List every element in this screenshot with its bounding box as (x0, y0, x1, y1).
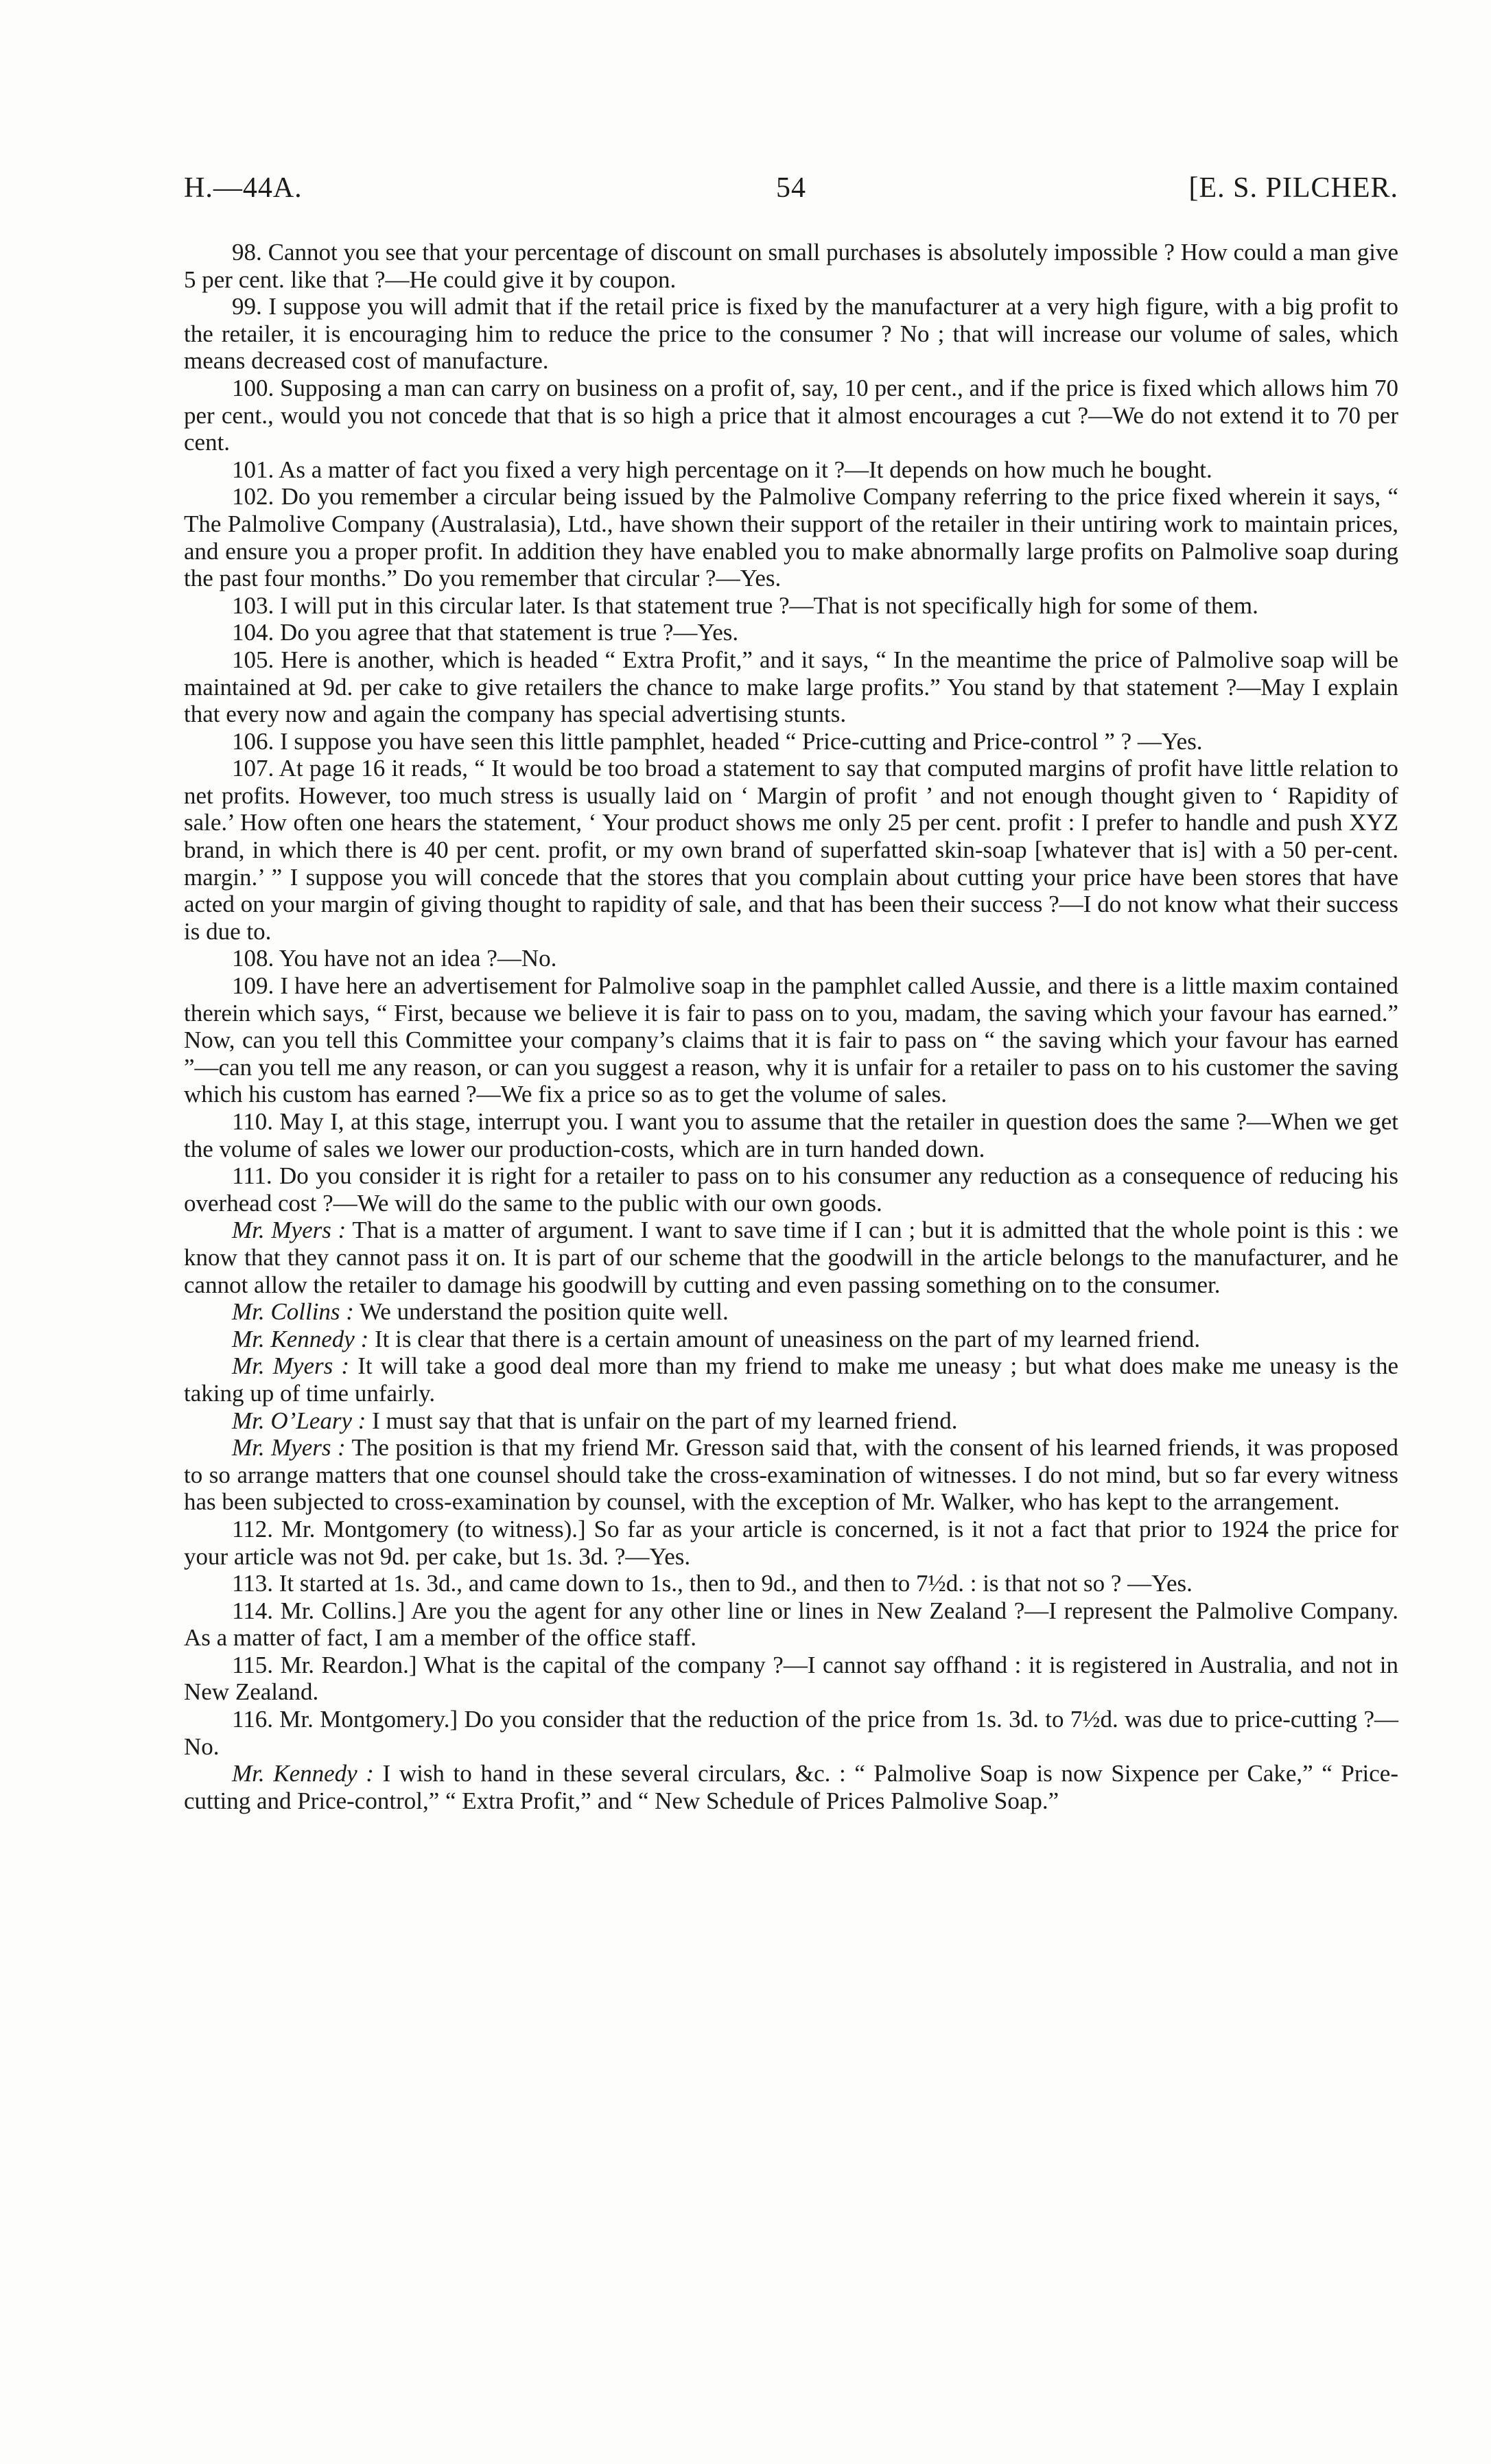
paragraph-text: 108. You have not an idea ?—No. (232, 945, 557, 972)
paragraph (184, 945, 1398, 972)
paragraph-text: 100. Supposing a man can carry on business on a profit of, say, 10 per cent., and if the price is fixed which allows him 70 per cent., would you not concede that that is so high a price that it almost encourages a cut ?—We do not extend it to 70 per cent. (184, 374, 1398, 456)
speaker: Mr. Myers : (232, 1434, 346, 1462)
paragraph (184, 1570, 1398, 1597)
paragraph-text: It will take a good deal more than my friend to make me uneasy ; but what does make me uneasy is the taking up of time unfairly. (184, 1352, 1398, 1407)
paragraph (184, 592, 1398, 620)
paragraph-text: I must say that that is unfair on the part of my learned friend. (372, 1407, 958, 1434)
paragraph (184, 239, 1398, 293)
page-header (184, 172, 1398, 213)
paragraph (184, 1652, 1398, 1706)
speaker: Mr. Myers : (232, 1217, 347, 1244)
paragraph (184, 755, 1398, 945)
paragraph-text: It is clear that there is a certain amount of uneasiness on the part of my learned friend. (375, 1325, 1201, 1352)
speaker: Mr. Collins : (232, 1298, 354, 1326)
paragraph (184, 483, 1398, 591)
document-body (184, 239, 1398, 1814)
paragraph (184, 293, 1398, 375)
paragraph (184, 1298, 1398, 1326)
paragraph (184, 1760, 1398, 1814)
page-number: 54 (776, 172, 806, 204)
paragraph-text: 110. May I, at this stage, interrupt you. I want you to assume that the retailer in question does the same ?—When we get the volume of sales we lower our production-costs, which are in turn handed down. (184, 1108, 1398, 1162)
paragraph-text: That is a matter of argument. I want to save time if I can ; but it is admitted that the whole point is this : we know that they cannot pass it on. It is part of our scheme that the goodwill in the article belongs to the manufacturer, and he cannot allow the retailer to damage his goodwill by cutting and even passing something on to the consumer. (184, 1217, 1398, 1298)
paragraph-text: 114. Mr. Collins.] Are you the agent for any other line or lines in New Zealand ?—I represent the Palmolive Company. As a matter of fact, I am a member of the office staff. (184, 1597, 1398, 1652)
paragraph (184, 619, 1398, 646)
paragraph-text: 99. I suppose you will admit that if the retail price is fixed by the manufacturer at a very high figure, with a big profit to the retailer, it is encouraging him to reduce the price to the consumer ? No ; that will increase our volume of sales, which means decreased cost of manufacture. (184, 293, 1398, 375)
paragraph-text: 102. Do you remember a circular being issued by the Palmolive Company referring to the price fixed wherein it says, “ The Palmolive Company (Australasia), Ltd., have shown their support of the retailer in their untiring work to maintain prices, and ensure you a proper profit. In addition they have enabled you to make abnormally large profits on Palmolive soap during the past four months.” Do you remember that circular ?—Yes. (184, 483, 1398, 592)
paragraph (184, 1597, 1398, 1652)
header-reference: H.—44A. (184, 172, 303, 204)
header-witness-name: [E. S. PILCHER. (1188, 172, 1398, 204)
paragraph (184, 1217, 1398, 1298)
paragraph (184, 1162, 1398, 1217)
paragraph (184, 1108, 1398, 1162)
paragraph (184, 375, 1398, 456)
paragraph-text: 106. I suppose you have seen this little pamphlet, headed “ Price-cutting and Price-control ” ? —Yes. (232, 727, 1203, 755)
paragraph (184, 646, 1398, 728)
paragraph (184, 1407, 1398, 1435)
speaker: Mr. Kennedy : (232, 1760, 374, 1787)
paragraph (184, 972, 1398, 1108)
paragraph (184, 1706, 1398, 1760)
paragraph-text: 98. Cannot you see that your percentage of discount on small purchases is absolutely impossible ? How could a man give 5 per cent. like that ?—He could give it by coupon. (184, 239, 1398, 293)
paragraph (184, 1326, 1398, 1353)
paragraph-text: 109. I have here an advertisement for Palmolive soap in the pamphlet called Aussie, and there is a little maxim contained therein which says, “ First, because we believe it is fair to pass on to you, madam, the saving which your favour has earned.” Now, can you tell this Committee your company’s claims that it is fair to pass on “ the saving which your favour has earned ”—can you tell me any reason, or can you suggest a reason, why it is unfair for a retailer to pass on to his customer the saving which his custom has earned ?—We fix a price so as to get the volume of sales. (184, 972, 1398, 1108)
paragraph-text: 111. Do you consider it is right for a retailer to pass on to his consumer any reduction as a consequence of reducing his overhead cost ?—We will do the same to the public with our own goods. (184, 1162, 1398, 1217)
paragraph (184, 728, 1398, 755)
paragraph-text: 107. At page 16 it reads, “ It would be too broad a statement to say that computed margins of profit have little relation to net profits. However, too much stress is usually laid on ‘ Margin of profit ’ and not enough thought given to ‘ Rapidity of sale.’ How often one hears the statement, ‘ Your product shows me only 25 per cent. profit : I prefer to handle and push XYZ brand, in which there is 40 per cent. profit, or my own brand of superfatted skin-soap [whatever that is] with a 50 per-cent. margin.’ ” I suppose you will concede that the stores that you complain about cutting your price have been stores that have acted on your margin of giving thought to rapidity of sale, and that has been their success ?—I do not know what their success is due to. (184, 755, 1398, 945)
paragraph-text: 104. Do you agree that that statement is true ?—Yes. (232, 619, 739, 646)
paragraph-text: 113. It started at 1s. 3d., and came down to 1s., then to 9d., and then to 7½d. : is that not so ? —Yes. (232, 1570, 1193, 1597)
paragraph (184, 456, 1398, 484)
paragraph-text: I wish to hand in these several circulars, &c. : “ Palmolive Soap is now Sixpence per Cake,” “ Price-cutting and Price-control,” “ Extra Profit,” and “ New Schedule of Prices Palmolive Soap.” (184, 1760, 1398, 1814)
paragraph-text: 101. As a matter of fact you fixed a very high percentage on it ?—It depends on how much he bought. (232, 456, 1212, 483)
paragraph-text: 112. Mr. Montgomery (to witness).] So far as your article is concerned, is it not a fact that prior to 1924 the price for your article was not 9d. per cake, but 1s. 3d. ?—Yes. (184, 1515, 1398, 1570)
paragraph-text: 116. Mr. Montgomery.] Do you consider that the reduction of the price from 1s. 3d. to 7½d. was due to price-cutting ?—No. (184, 1706, 1398, 1760)
speaker: Mr. Kennedy : (232, 1325, 369, 1352)
paragraph-text: 105. Here is another, which is headed “ Extra Profit,” and it says, “ In the meantime the price of Palmolive soap will be maintained at 9d. per cake to give retailers the chance to make large profits.” You stand by that statement ?—May I explain that every now and again the company has special advertising stunts. (184, 646, 1398, 728)
paragraph-text: We understand the position quite well. (360, 1298, 729, 1326)
paragraph (184, 1516, 1398, 1570)
speaker: Mr. Myers : (232, 1352, 350, 1380)
paragraph-text: 103. I will put in this circular later. Is that statement true ?—That is not specifically high for some of them. (232, 591, 1258, 619)
paragraph-text: The position is that my friend Mr. Gresson said that, with the consent of his learned friends, it was proposed to so arrange matters that one counsel should take the cross-examination of witnesses. I do not mind, but so far every witness has been subjected to cross-examination by counsel, with the exception of Mr. Walker, who has kept to the arrangement. (184, 1434, 1398, 1516)
paragraph-text: 115. Mr. Reardon.] What is the capital of the company ?—I cannot say offhand : it is registered in Australia, and not in New Zealand. (184, 1651, 1398, 1706)
paragraph (184, 1352, 1398, 1407)
paragraph (184, 1434, 1398, 1516)
speaker: Mr. O’Leary : (232, 1407, 366, 1434)
